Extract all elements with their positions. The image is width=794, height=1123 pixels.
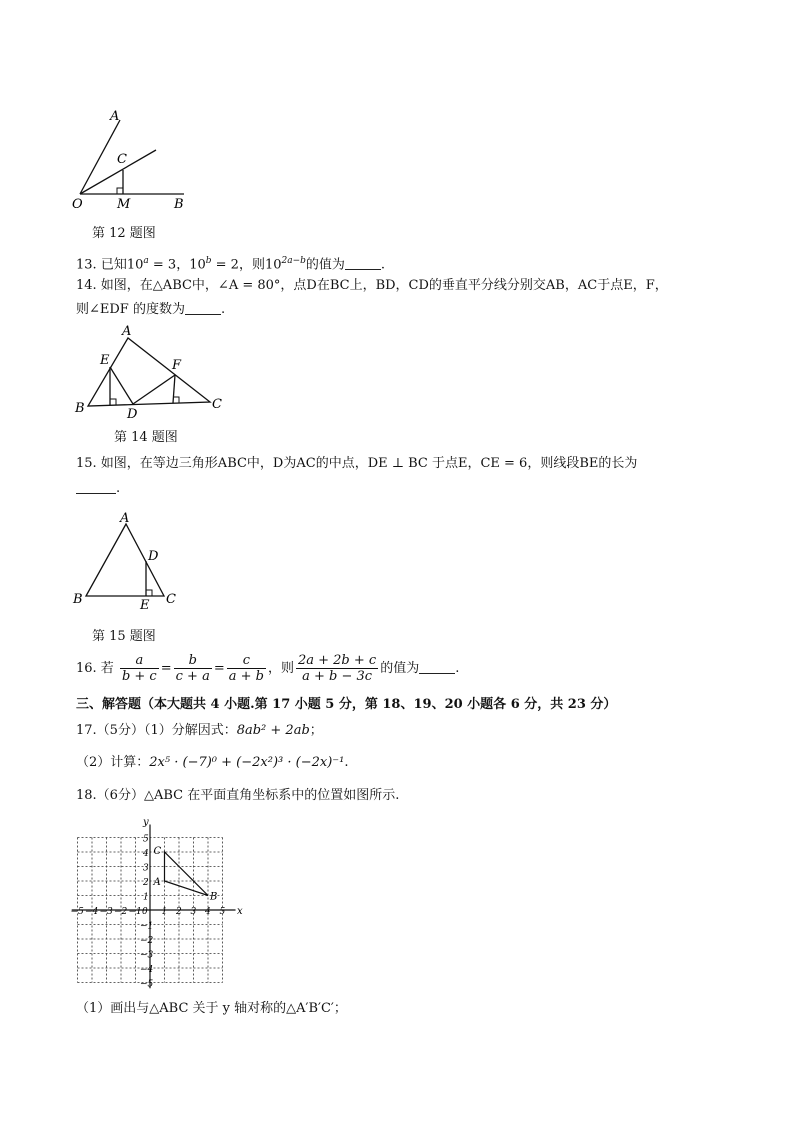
label-e: E — [140, 598, 150, 613]
segment-df — [133, 375, 175, 404]
label-f: F — [172, 358, 182, 373]
fig12-caption: 第 12 题图 — [92, 226, 156, 241]
label-b: B — [73, 592, 83, 607]
x-tick-label: 4 — [205, 907, 211, 917]
point-label-a: A — [153, 877, 161, 888]
question-14-line1: 14. 如图，在△ABC中，∠A = 80°，点D在BC上，BD，CD的垂直平分线分别交AB，AC于点E，F， — [76, 278, 668, 293]
question-14-line2: 则∠EDF 的度数为 . — [76, 302, 226, 317]
point-label-b: B — [210, 891, 218, 903]
figure-14 — [72, 322, 232, 422]
y-tick-label: −3 — [140, 950, 154, 961]
label-m: M — [117, 197, 131, 212]
question-15-line2: . — [76, 480, 120, 498]
question-13: 13. 已知$10^a = 3$，$10^b = 2$，则$10^{2a-b}$的值为 . — [76, 256, 386, 273]
answer-blank-14 — [185, 302, 221, 315]
x-tick-label: 5 — [219, 907, 226, 917]
triangle-abc — [165, 852, 209, 896]
y-tick-label: 5 — [143, 834, 149, 845]
label-b: B — [174, 197, 184, 212]
origin-label: 0 — [142, 907, 148, 917]
fraction-1: $\frac{a}{b + c}$ — [121, 653, 157, 684]
label-o: O — [72, 197, 83, 212]
triangle-abc — [88, 338, 210, 406]
fraction-3: $\frac{c}{a + b}$ — [228, 653, 264, 684]
y-tick-label: −1 — [140, 921, 154, 932]
x-tick-label: 3 — [190, 907, 197, 917]
x-tick-label: 2 — [176, 907, 182, 917]
x-axis-label: x — [237, 906, 243, 917]
label-c: C — [212, 397, 222, 412]
question-16: 16. 若 $\frac{a}{b + c}$ = $\frac{b}{c + a}$ = $\frac{c}{a + b}$ ，则 $\frac{2a + 2b + c}{a + b - 3c}$ 的值为 . — [76, 653, 460, 684]
answer-blank-15 — [76, 481, 116, 494]
segment-ed — [110, 367, 133, 404]
question-15-line1: 15. 如图，在等边三角形ABC中，D为AC的中点，DE ⊥ BC 于点E，CE = 6，则线段BE的长为 — [76, 456, 638, 471]
fig14-caption: 第 14 题图 — [114, 430, 178, 445]
point-label-c: C — [153, 846, 162, 857]
question-17-part1: 17.（5分）（1）分解因式：8ab² + 2ab； — [76, 723, 323, 738]
y-tick-label: 2 — [143, 878, 149, 888]
x-tick-label: 1 — [161, 907, 168, 917]
y-tick-label: 1 — [143, 892, 149, 903]
answer-blank-16 — [419, 661, 455, 674]
fraction-2: $\frac{b}{c + a}$ — [175, 653, 210, 684]
figure-12 — [68, 108, 198, 212]
y-tick-label: −2 — [140, 936, 154, 946]
right-angle-mark — [117, 188, 123, 194]
y-tick-label: 4 — [143, 849, 149, 859]
label-c: C — [117, 152, 127, 167]
question-18-intro: 18.（6分）△ABC 在平面直角坐标系中的位置如图所示. — [76, 788, 400, 803]
section-3-heading: 三、解答题（本大题共 4 小题.第 17 小题 5 分，第 18、19、20 小题各 6 分，共 23 分） — [76, 697, 617, 712]
x-tick-label: −3 — [99, 907, 113, 917]
x-tick-label: −5 — [70, 907, 84, 917]
x-tick-label: −2 — [114, 907, 128, 917]
label-a: A — [110, 109, 120, 124]
right-angle-mark — [146, 590, 152, 596]
label-a: A — [122, 324, 132, 339]
y-tick-label: −5 — [140, 979, 154, 990]
fraction-4: $\frac{2a + 2b + c}{a + b - 3c}$ — [297, 653, 377, 684]
y-axis-label: y — [143, 817, 149, 828]
answer-blank-13 — [345, 257, 381, 270]
right-angle-mark-e — [110, 399, 116, 405]
question-18-part1: （1）画出与△ABC 关于 y 轴对称的△A′B′C′； — [76, 1001, 347, 1016]
perp-f — [173, 375, 175, 403]
fig15-caption: 第 15 题图 — [92, 629, 156, 644]
label-d: D — [127, 407, 138, 422]
label-a: A — [120, 511, 130, 526]
y-tick-label: −4 — [140, 965, 154, 975]
y-tick-label: 3 — [143, 863, 149, 874]
figure-15 — [70, 508, 190, 612]
coordinate-grid — [70, 812, 248, 990]
x-tick-label: −4 — [85, 907, 99, 917]
label-b: B — [75, 401, 85, 416]
label-d: D — [148, 549, 159, 564]
label-c: C — [166, 592, 176, 607]
label-e: E — [100, 353, 110, 368]
x-tick-label: −1 — [128, 907, 142, 917]
question-17-part2: （2）计算：2x⁵ · (−7)⁰ + (−2x²)³ · (−2x)⁻¹. — [76, 755, 349, 770]
